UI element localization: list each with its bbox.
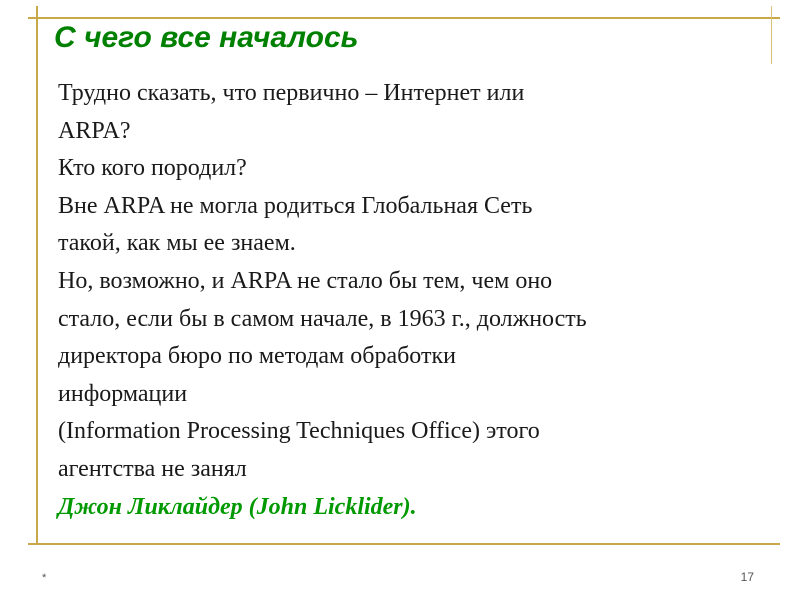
- body-line: такой, как мы ее знаем.: [58, 230, 296, 257]
- body-line: ARPA?: [58, 117, 131, 144]
- frame-line-bottom: [28, 543, 780, 545]
- body-line: Вне ARPA не могла родиться Глобальная Сеть: [58, 192, 533, 219]
- slide-body: [58, 75, 764, 526]
- slide-title: С чего все началось: [54, 21, 359, 54]
- body-line: (Information Processing Techniques Office) этого: [58, 418, 540, 445]
- body-line: Кто кого породил?: [58, 155, 247, 182]
- body-line: агентства не занял: [58, 455, 247, 482]
- body-line: Трудно сказать, что первично – Интернет или: [58, 80, 525, 106]
- page-number: 17: [740, 570, 754, 584]
- highlight-name: Джон Ликлайдер (John Licklider).: [58, 493, 417, 520]
- frame-line-right: [771, 6, 772, 64]
- body-line: Но, возможно, и ARPA не стало бы тем, чем оно: [58, 267, 553, 294]
- footer-asterisk: *: [42, 572, 47, 584]
- frame-line-left: [36, 6, 38, 544]
- body-line: информации: [58, 380, 188, 407]
- body-line: директора бюро по методам обработки: [58, 343, 456, 370]
- body-line: стало, если бы в самом начале, в 1963 г., должность: [58, 305, 587, 332]
